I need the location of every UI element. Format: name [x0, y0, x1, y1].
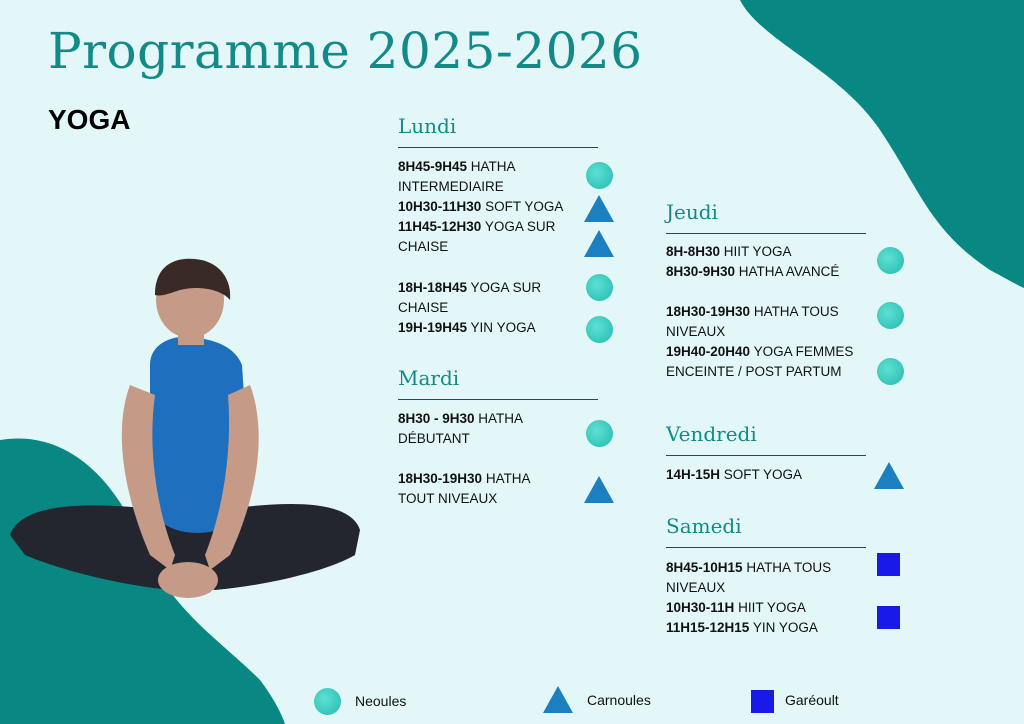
neoules-circle-icon [877, 247, 904, 274]
legend-neoules-circle-icon [314, 688, 341, 715]
schedule-entry: 8H45-9H45 HATHA INTERMEDIAIRE [398, 159, 515, 194]
schedule-entry: 8H45-10H15 HATHA TOUS NIVEAUX [666, 560, 832, 595]
day-lundi-divider [398, 147, 598, 148]
day-jeudi-divider [666, 233, 866, 234]
carnoules-triangle-icon [584, 476, 614, 503]
neoules-circle-icon [586, 420, 613, 447]
schedule-entry: 18H30-19H30 HATHA TOUS NIVEAUX [666, 304, 839, 339]
day-vendredi-title: Vendredi [666, 422, 757, 446]
carnoules-triangle-icon [584, 195, 614, 222]
schedule-entry: 18H-18H45 YOGA SUR CHAISE [398, 280, 542, 315]
legend-neoules-label: Neoules [355, 693, 407, 709]
schedule-entry: 11H15-12H15 YIN YOGA [666, 620, 818, 635]
neoules-circle-icon [586, 274, 613, 301]
page-subtitle: YOGA [48, 104, 131, 135]
schedule-entry: 8H-8H30 HIIT YOGA [666, 244, 792, 259]
schedule-entry: 10H30-11H HIIT YOGA [666, 600, 806, 615]
legend-carnoules-label: Carnoules [587, 692, 651, 708]
legend-carnoules-triangle-icon [543, 686, 573, 713]
schedule-entry: 8H30 - 9H30 HATHA DÉBUTANT [398, 411, 523, 446]
legend-gareoult-square-icon [751, 690, 774, 713]
schedule-entry: 14H-15H SOFT YOGA [666, 467, 803, 482]
woman-yoga-pose-photo [0, 255, 380, 615]
day-vendredi-divider [666, 455, 866, 456]
day-samedi-divider [666, 547, 866, 548]
schedule-entry: 8H30-9H30 HATHA AVANCÉ [666, 264, 840, 279]
schedule-entry: 11H45-12H30 YOGA SUR CHAISE [398, 219, 556, 254]
day-mardi-divider [398, 399, 598, 400]
gareoult-square-icon [877, 553, 900, 576]
neoules-circle-icon [877, 358, 904, 385]
schedule-entry: 18H30-19H30 HATHA TOUT NIVEAUX [398, 471, 530, 506]
day-samedi-title: Samedi [666, 514, 742, 538]
carnoules-triangle-icon [584, 230, 614, 257]
schedule-entry: 10H30-11H30 SOFT YOGA [398, 199, 564, 214]
schedule-entry: 19H-19H45 YIN YOGA [398, 320, 536, 335]
schedule-entry: 19H40-20H40 YOGA FEMMES ENCEINTE / POST PARTUM [666, 344, 854, 379]
legend-gareoult-label: Garéoult [785, 692, 839, 708]
day-lundi-title: Lundi [398, 114, 457, 138]
neoules-circle-icon [586, 316, 613, 343]
carnoules-triangle-icon [874, 462, 904, 489]
gareoult-square-icon [877, 606, 900, 629]
neoules-circle-icon [877, 302, 904, 329]
page-title: Programme 2025-2026 [48, 22, 643, 80]
day-jeudi-title: Jeudi [666, 200, 718, 224]
neoules-circle-icon [586, 162, 613, 189]
day-mardi-title: Mardi [398, 366, 460, 390]
